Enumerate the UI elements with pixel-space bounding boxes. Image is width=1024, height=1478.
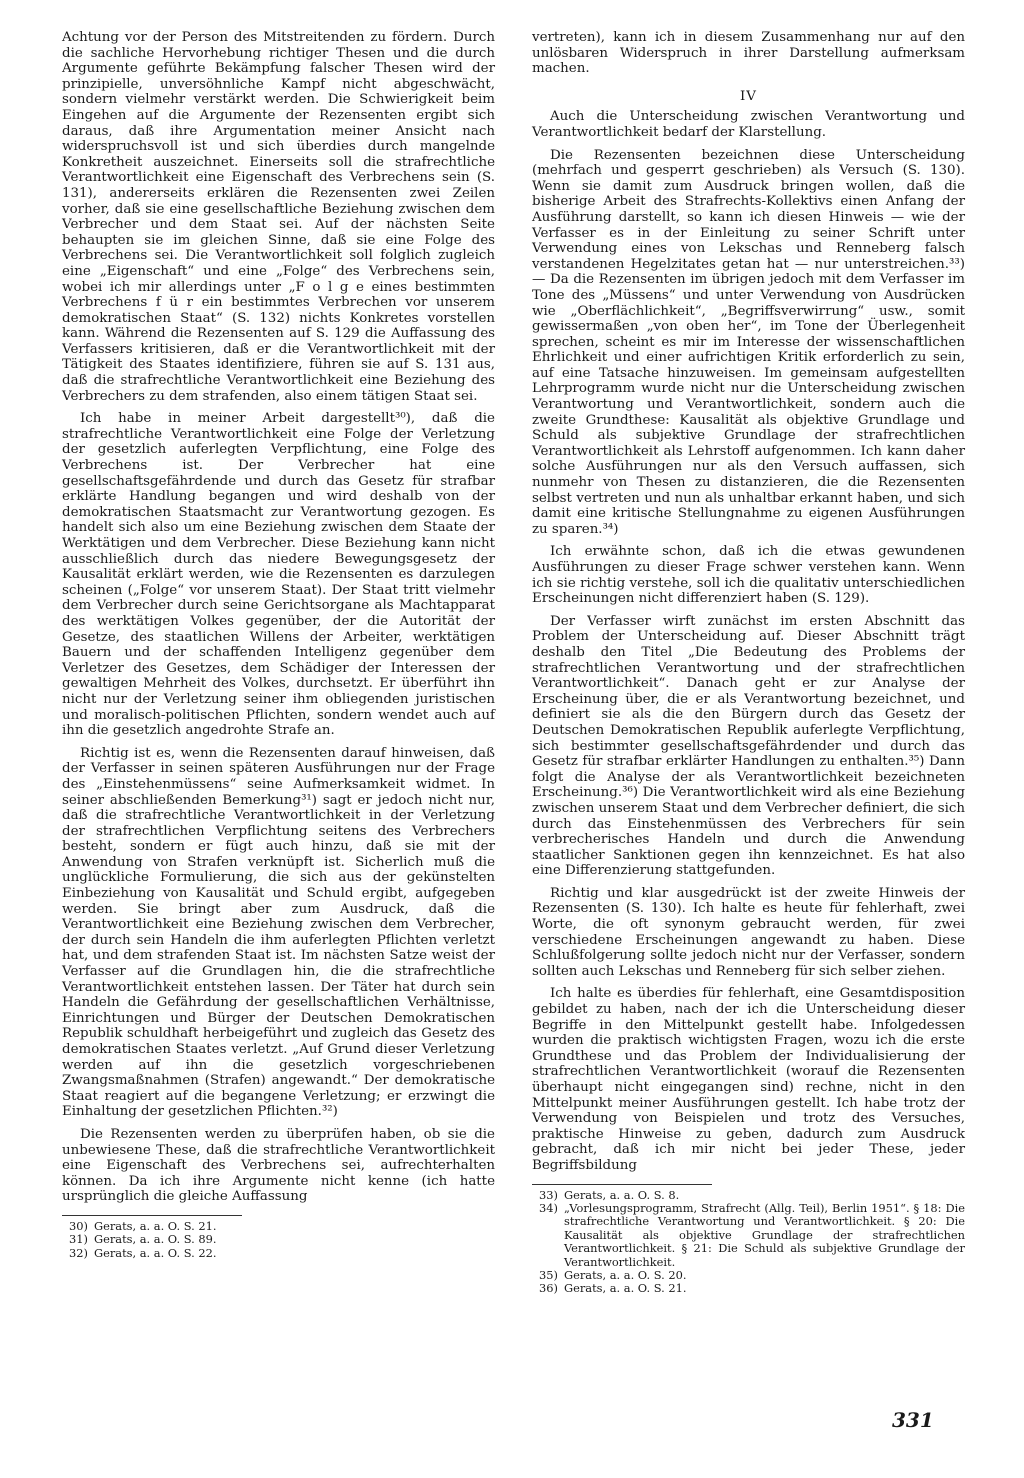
footnote-text: Gerats, a. a. O. S. 8. <box>564 1187 680 1202</box>
paragraph: Ich erwähnte schon, daß ich die etwas gewundenen Ausführungen zu dieser Frage schwer verstehen kann. Wenn ich sie richtig verstehe, soll ich die qualitativ unterschiedlichen Erscheinungen nicht differenziert haben (S. 129). <box>532 544 965 607</box>
footnote-number: 32) <box>69 1245 88 1260</box>
paragraph: Richtig und klar ausgedrückt ist der zweite Hinweis der Rezensenten (S. 130). Ich halte es heute für fehlerhaft, zwei Worte, die oft synonym gebraucht werden, für zwei verschiedene Erscheinungen angewandt zu haben. Diese Schlußfolgerung sollte jedoch nicht nur der Verfasser, sondern sollten auch Lekschas und Renneberg für sich selber ziehen. <box>532 885 965 979</box>
footnote-number: 34) <box>539 1200 558 1215</box>
right-column <box>532 30 965 1296</box>
left-column <box>62 30 495 1260</box>
footnote-divider <box>62 1215 242 1216</box>
footnote <box>532 1189 965 1202</box>
footnote <box>532 1202 965 1269</box>
footnote-text: Gerats, a. a. O. S. 20. <box>564 1268 687 1282</box>
footnote-text: Gerats, a. a. O. S. 21. <box>94 1218 217 1233</box>
page-number: 331 <box>892 1408 934 1432</box>
paragraph: vertreten), kann ich in diesem Zusammenhang nur auf den unlösbaren Widerspruch in ihrer Darstellung aufmerksam machen. <box>532 30 965 77</box>
footnotes-left <box>62 1220 495 1260</box>
footnote <box>532 1282 965 1295</box>
paragraph: Auch die Unterscheidung zwischen Verantwortung und Verantwortlichkeit bedarf der Klarstellung. <box>532 109 965 140</box>
paragraph: Ich habe in meiner Arbeit dargestellt³⁰), daß die strafrechtliche Verantwortlichkeit eine Folge der Verletzung der gesetzlich auferlegten Verpflichtung, eine Folge des Verbrechens ist. Der Verbrecher hat eine gesellschaftsgefährdende und durch das Gesetz für strafbar erklärte Handlung begangen und wird deshalb von der demokratischen Staatsmacht zur Verantwortung gezogen. Es handelt sich also um eine Beziehung zwischen dem Staate der Werktätigen und dem Verbrecher. Diese Beziehung kann nicht ausschließlich durch das niedere Bewegungsgesetz der Kausalität erklärt werden, wie die Rezensenten es darzulegen scheinen („Folge“ vor unserem Staat). Der Staat tritt vielmehr dem Verbrecher durch seine Gerichtsorgane als Machtapparat des werktätigen Volkes gegenüber, der die Autorität der Gesetze, des staatlichen Willens der Arbeiter, werktätigen Bauern und der schaffenden Intelligenz gegenüber dem Verletzer des Gesetzes, dem Schädiger der Interessen der gewaltigen Mehrheit des Volkes, durchsetzt. Er überführt ihn nicht nur der Verletzung seiner ihm obliegenden juristischen und moralisch-politischen Pflichten, sondern wendet auch auf ihn die gesetzlich angedrohte Strafe an. <box>62 411 495 739</box>
paragraph: Achtung vor der Person des Mitstreitenden zu fördern. Durch die sachliche Hervorhebung richtiger Thesen und die durch Argumente geführte Bekämpfung falscher Thesen wird der prinzipielle, unversöhnliche Kampf nicht abgeschwächt, sondern vielmehr verstärkt werden. Die Schwierigkeit beim Eingehen auf die Argumente der Rezensenten ergibt sich daraus, daß ihre Argumentation meiner Ansicht nach widerspruchsvoll ist und sich überdies durch mangelnde Konkretheit auszeichnet. Einerseits soll die strafrechtliche Verantwortlichkeit eine Eigenschaft des Verbrechens sein (S. 131), andererseits erklären die Rezensenten zwei Zeilen vorher, daß sie eine gesellschaftliche Beziehung zwischen dem Verbrecher und dem Staat sei. Auf der nächsten Seite behaupten sie im gleichen Sinne, daß sie eine Folge des Verbrechens sei. Die Verantwortlichkeit soll folglich zugleich eine „Eigenschaft“ und eine „Folge“ des Verbrechens sein, wobei ich mir allerdings unter „F o l g e eines bestimmten Verbrechens f ü r ein bestimmtes Verbrechen vor unserem demokratischen Staat“ (S. 132) nichts Konkretes vorstellen kann. Während die Rezensenten auf S. 129 die Auffassung des Verfassers kritisieren, daß er die Verantwortlichkeit mit der Tätigkeit des Staates identifiziere, führen sie auf S. 131 aus, daß die strafrechtliche Verantwortlichkeit eine Beziehung des Verbrechers zu dem strafenden, also einem tätigen Staat sei. <box>62 30 495 404</box>
paragraph: Ich halte es überdies für fehlerhaft, eine Gesamtdisposition gebildet zu haben, nach der ich die Unterscheidung dieser Begriffe in den Mittelpunkt gestellt habe. Infolgedessen wurden die praktisch wichtigsten Fragen, wozu ich die erste Grundthese und das Problem der Individualisierung der strafrechtlichen Verantwortlichkeit (worauf die Rezensenten überhaupt nicht eingegangen sind) rechne, nicht in den Mittelpunkt meiner Ausführungen gestellt. Ich habe trotz der Verwendung von Beispielen und trotz des Versuches, praktische Hinweise zu geben, dadurch zum Ausdruck gebracht, daß ich mir nicht bei jeder These, jeder Begriffsbildung <box>532 986 965 1173</box>
footnote-number: 31) <box>69 1232 88 1247</box>
footnote-text: Gerats, a. a. O. S. 21. <box>564 1281 687 1296</box>
paragraph: Richtig ist es, wenn die Rezensenten darauf hinweisen, daß der Verfasser in seinen späteren Ausführungen nur der Frage des „Einstehenmüssens“ seine Aufmerksamkeit widmet. In seiner abschließenden Bemerkung³¹) sagt er jedoch nicht nur, daß die strafrechtliche Verantwortlichkeit in der Verletzung der strafrechtlichen Verpflichtung seitens des Verbrechers besteht, sondern er fügt auch hinzu, daß sie mit der Anwendung von Strafen verknüpft ist. Sicherlich muß die unglückliche Formulierung, die sich aus der gekünstelten Einbeziehung von Kausalität und Schuld ergibt, aufgegeben werden. Sie bringt aber zum Ausdruck, daß die Verantwortlichkeit eine Beziehung zwischen dem Verbrecher, der durch sein Handeln die ihm auferlegten Pflichten verletzt hat, und dem strafenden Staat ist. Im nächsten Satze weist der Verfasser auf die Grundlagen hin, die die strafrechtliche Verantwortlichkeit entstehen lassen. Der Täter hat durch sein Handeln die Gefährdung der gesellschaftlichen Verhältnisse, Einrichtungen und Bürger der Deutschen Demokratischen Republik schuldhaft herbeigeführt und zugleich das Gesetz des demokratischen Staates verletzt. „Auf Grund dieser Verletzung werden auf ihn die gesetzlich vorgeschriebenen Zwangsmaßnahmen (Strafen) angewandt.“ Der demokratische Staat reagiert auf die begangene Verletzung; er erzwingt die Einhaltung der gesetzlichen Pflichten.³²) <box>62 745 495 1120</box>
footnote <box>532 1269 965 1282</box>
paragraph: Die Rezensenten bezeichnen diese Unterscheidung (mehrfach und gesperrt geschrieben) als Versuch (S. 130). Wenn sie damit zum Ausdruck bringen wollen, daß die bisherige Arbeit des Strafrechts-Kollektivs einen Anfang der Ausführung darstellt, so kann ich diesen Hinweis — wie der Verfasser es in der Einleitung zu seiner Schrift unter Verwendung eines von Lekschas und Renneberg falsch verstandenen Hegelzitates getan hat — nur unterstreichen.³³) — Da die Rezensenten im übrigen jedoch mit dem Verfasser im Tone des „Müssens“ und unter Verwendung von Ausdrücken wie „Oberflächlichkeit“, „Begriffsverwirrung“ usw., somit gewissermaßen „von oben her“, im Tone der Überlegenheit sprechen, scheint es mir im Interesse der wissenschaftlichen Ehrlichkeit und einer aufrichtigen Kritik erforderlich zu sein, auf eine Tatsache hinzuweisen. Im gemeinsam aufgestellten Lehrprogramm wurde nicht nur die Unterscheidung zwischen Verantwortung und Verantwortlichkeit, sondern auch die zweite Grundthese: Kausalität als objektive Grundlage und Schuld als subjektive Grundlage der strafrechtlichen Verantwortlichkeit als Lehrstoff aufgenommen. Ich kann daher solche Ausführungen nur als den Versuch auffassen, sich nunmehr von Thesen zu distanzieren, die die Rezensenten selbst vertreten und nun als unhaltbar erkannt haben, und sich damit eine kritische Stellungnahme zu eigenen Ausführungen zu sparen.³⁴) <box>532 147 965 537</box>
footnote-text: Gerats, a. a. O. S. 89. <box>94 1232 217 1247</box>
footnote-number: 35) <box>539 1268 558 1282</box>
footnotes-right <box>532 1189 965 1296</box>
section-heading: IV <box>740 88 757 104</box>
footnote <box>62 1220 495 1233</box>
paragraph: Die Rezensenten werden zu überprüfen haben, ob sie die unbewiesene These, daß die strafrechtliche Verantwortlichkeit eine Eigenschaft des Verbrechens sei, aufrechterhalten können. Da ich ihre Argumente nicht kenne (ich hatte ursprünglich die gleiche Auffassung <box>62 1126 495 1205</box>
footnote-number: 33) <box>539 1187 558 1202</box>
footnote-number: 36) <box>539 1281 558 1296</box>
footnote-text: „Vorlesungsprogramm, Strafrecht (Allg. Teil), Berlin 1951“. § 18: Die strafrechtliche Verantwortung und Verantwortlichkeit. § 20: Die Kausalität als objektive Grundlage der strafrechtlichen Verantwortlichkeit. § 21: Die Schuld als subjektive Grundlage der Verantwortlichkeit. <box>564 1200 965 1269</box>
footnote-text: Gerats, a. a. O. S. 22. <box>94 1245 217 1260</box>
footnote-divider <box>532 1184 712 1185</box>
paragraph: Der Verfasser wirft zunächst im ersten Abschnitt das Problem der Unterscheidung auf. Dieser Abschnitt trägt deshalb den Titel „Die Bedeutung des Problems der strafrechtlichen Verantwortung und der strafrechtlichen Verantwortlichkeit“. Danach geht er zur Analyse der Erscheinung über, die er als Verantwortung bezeichnet, und definiert sie als die den Bürgern durch das Gesetz der Deutschen Demokratischen Republik auferlegte Verpflichtung, sich bestimmter gesellschaftsgefährdender und durch das Gesetz für strafbar erklärter Handlungen zu enthalten.³⁵) Dann folgt die Analyse der als Verantwortlichkeit bezeichneten Erscheinung.³⁶) Die Verantwortlichkeit wird als eine Beziehung zwischen unserem Staat und dem Verbrecher definiert, die sich durch das Einstehenmüssen des Verbrechers für sein verbrecherisches Handeln und durch die Anwendung staatlicher Sanktionen gegen ihn kennzeichnet. Es hat also eine Differenzierung stattgefunden. <box>532 613 965 879</box>
footnote-number: 30) <box>69 1218 88 1233</box>
footnote <box>62 1233 495 1246</box>
footnote <box>62 1247 495 1260</box>
